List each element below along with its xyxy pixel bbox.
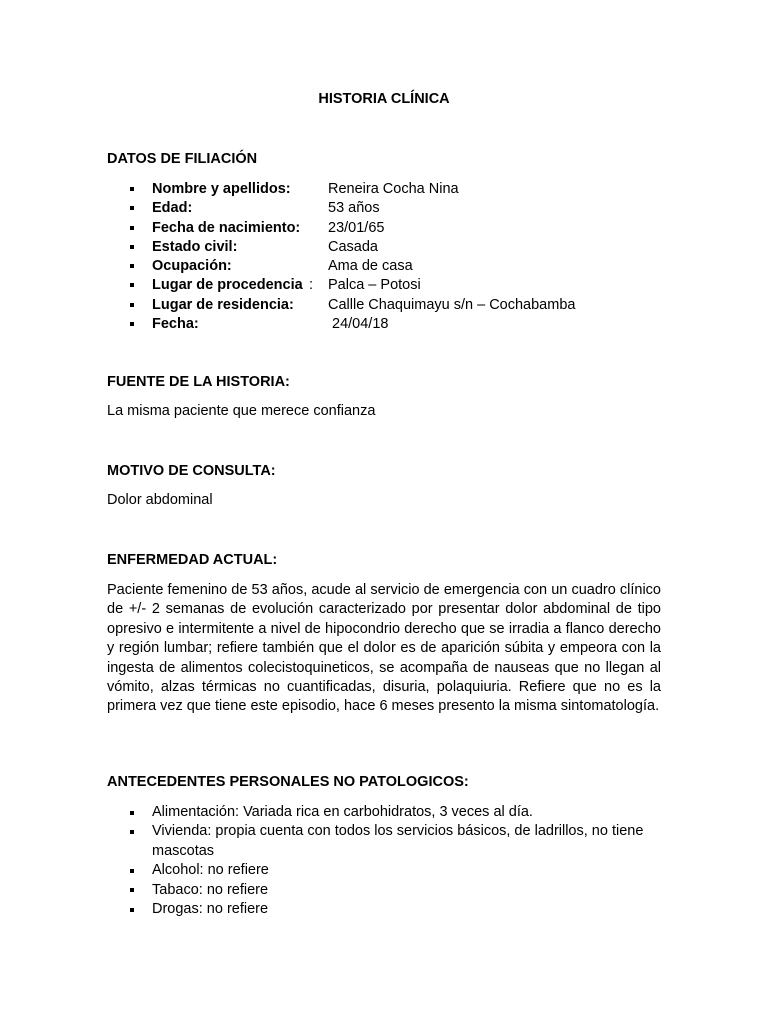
antecedentes-text: Alimentación: Variada rica en carbohidratos, 3 veces al día. [152, 804, 533, 820]
filiacion-colon: : [309, 277, 314, 294]
filiacion-value: Callle Chaquimayu s/n – Cochabamba [328, 296, 576, 313]
fuente-heading: FUENTE DE LA HISTORIA: [107, 374, 290, 390]
filiacion-value: 23/01/65 [328, 219, 385, 236]
bullet-icon [130, 245, 134, 249]
bullet-icon [130, 303, 134, 307]
filiacion-label: Edad: [152, 200, 193, 217]
enfermedad-text: Paciente femenino de 53 años, acude al servicio de emergencia con un cuadro clínico de +/- 2 semanas de evolución caracterizado por presentar dolor abdominal de tipo opresivo e intermitente a nivel de hipocondrio derecho que se irradia a flanco derecho y región lumbar; refiere también que el dolor es de aparición súbita y empeora con la ingesta de alimentos colecistoquineticos, se acompaña de nauseas que no llegan al vómito, alzas térmicas no cuantificadas, disuria, polaquiuria. Refiere que no es la primera vez que tiene este episodio, hace 6 meses presento la misma sintomatología. [107, 582, 661, 715]
filiacion-value: Reneira Cocha Nina [328, 181, 459, 197]
bullet-icon [130, 264, 134, 268]
bullet-icon [130, 908, 134, 912]
antecedentes-text: Tabaco: no refiere [152, 881, 269, 898]
bullet-icon [130, 830, 134, 834]
motivo-heading: MOTIVO DE CONSULTA: [107, 463, 276, 479]
filiacion-value: 53 años [328, 200, 380, 217]
antecedentes-item [0, 803, 768, 822]
bullet-icon [130, 206, 134, 210]
filiacion-value: Palca – Potosi [328, 277, 421, 294]
filiacion-value: Casada [328, 238, 378, 255]
antecedentes-list [0, 803, 768, 919]
filiacion-label: Estado civil: [152, 238, 238, 255]
filiacion-value: 24/04/18 [332, 316, 389, 333]
bullet-icon [130, 322, 134, 326]
filiacion-label: Nombre y apellidos: [152, 181, 291, 197]
antecedentes-heading: ANTECEDENTES PERSONALES NO PATOLOGICOS: [107, 774, 469, 790]
motivo-text: Dolor abdominal [107, 492, 213, 508]
filiacion-label: Lugar de residencia: [152, 296, 294, 313]
enfermedad-heading: ENFERMEDAD ACTUAL: [107, 552, 278, 568]
filiacion-heading: DATOS DE FILIACIÓN [107, 151, 258, 167]
bullet-icon [130, 869, 134, 873]
fuente-text: La misma paciente que merece confianza [107, 403, 376, 419]
bullet-icon [130, 187, 134, 191]
filiacion-value: Ama de casa [328, 258, 413, 275]
antecedentes-text: Vivienda: propia cuenta con todos los servicios básicos, de ladrillos, no tiene mascotas [152, 823, 644, 859]
filiacion-label: Fecha de nacimiento: [152, 219, 301, 236]
document-title: HISTORIA CLÍNICA [318, 91, 450, 107]
filiacion-label: Fecha: [152, 316, 199, 333]
antecedentes-item [0, 861, 768, 880]
bullet-icon [130, 226, 134, 230]
antecedentes-item [0, 900, 768, 919]
bullet-icon [130, 283, 134, 287]
antecedentes-item [0, 881, 768, 900]
bullet-icon [130, 888, 134, 892]
filiacion-label: Lugar de procedencia [152, 277, 303, 294]
filiacion-label: Ocupación: [152, 258, 232, 275]
antecedentes-text: Alcohol: no refiere [152, 862, 269, 879]
antecedentes-text: Drogas: no refiere [152, 901, 269, 918]
antecedentes-item [0, 822, 768, 861]
bullet-icon [130, 811, 134, 815]
